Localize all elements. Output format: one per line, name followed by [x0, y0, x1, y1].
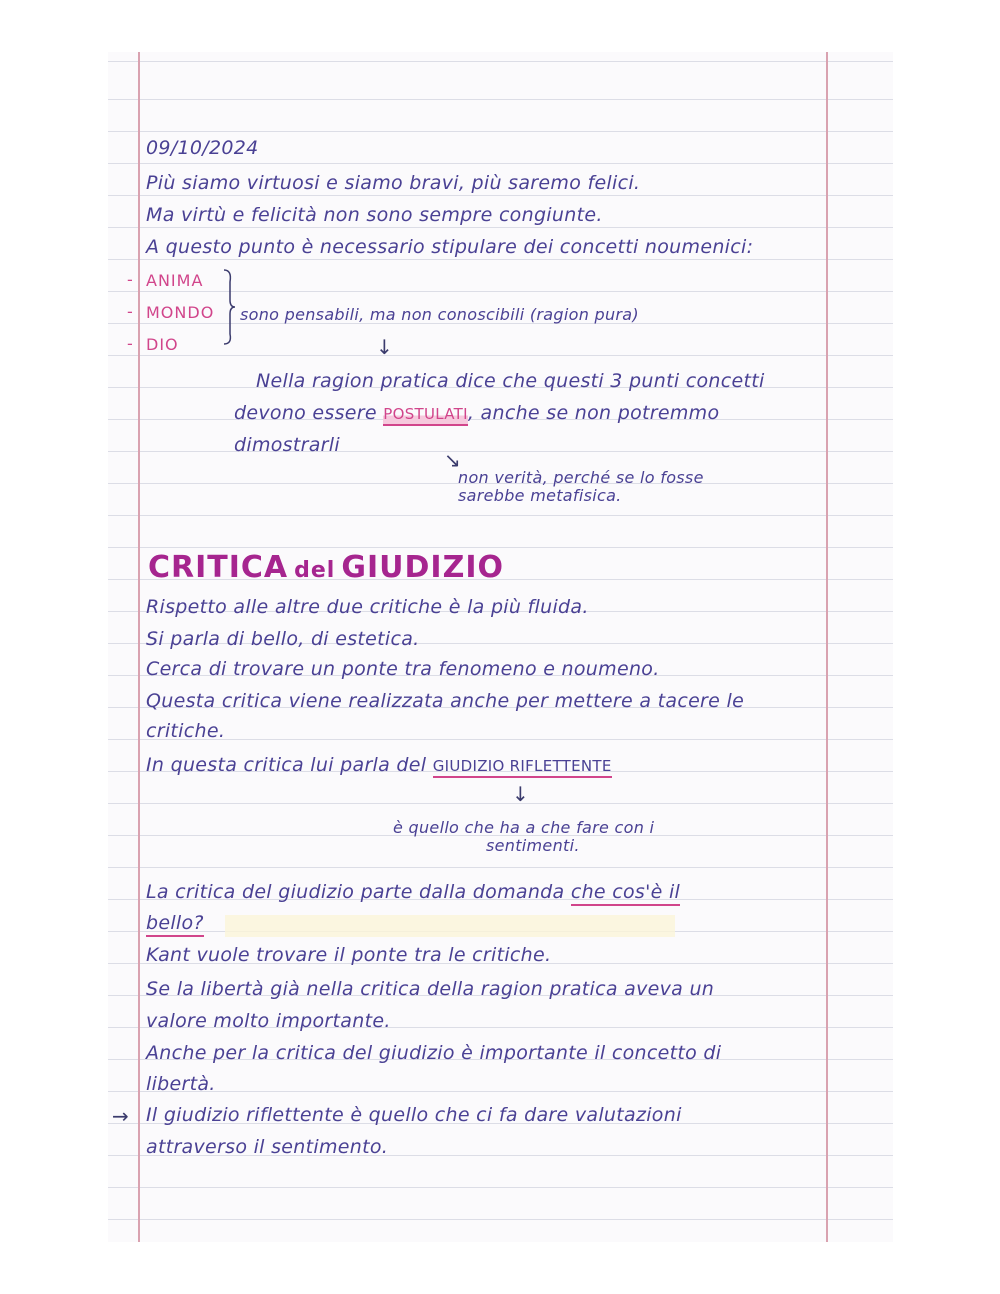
- diagonal-arrow-icon: ↘: [444, 448, 461, 472]
- bullet-dash: -: [127, 302, 133, 321]
- text-line: devono essere POSTULATI, anche se non potremmo: [234, 402, 720, 424]
- text-line: Se la libertà già nella critica della ragion pratica aveva un: [146, 978, 715, 1000]
- text-line: Questa critica viene realizzata anche per mettere a tacere le: [146, 690, 745, 712]
- text-line: Ma virtù e felicità non sono sempre congiunte.: [146, 204, 603, 226]
- text-line: Più siamo virtuosi e siamo bravi, più saremo felici.: [146, 172, 641, 194]
- text-line: In questa critica lui parla del GIUDIZIO RIFLETTENTE: [146, 754, 612, 776]
- keyword-giudizio-riflettente: GIUDIZIO RIFLETTENTE: [433, 757, 612, 778]
- section-title: CRITICA del GIUDIZIO: [148, 550, 504, 585]
- keyword-postulati: POSTULATI: [383, 405, 468, 426]
- text-line: valore molto importante.: [146, 1010, 391, 1032]
- note-line: sarebbe metafisica.: [458, 486, 622, 505]
- text-line: dimostrarli: [234, 434, 340, 456]
- list-item-dio: DIO: [146, 335, 179, 354]
- text-line: La critica del giudizio parte dalla domanda che cos'è il: [146, 881, 680, 903]
- text-line: critiche.: [146, 720, 226, 742]
- text-line: Anche per la critica del giudizio è importante il concetto di: [146, 1042, 722, 1064]
- note-line: non verità, perché se lo fosse: [458, 468, 704, 487]
- date: 09/10/2024: [146, 137, 259, 159]
- text-line: Kant vuole trovare il ponte tra le critiche.: [146, 944, 552, 966]
- text-line: Il giudizio riflettente è quello che ci fa dare valutazioni: [146, 1104, 682, 1126]
- list-item-anima: ANIMA: [146, 271, 204, 290]
- list-item-mondo: MONDO: [146, 303, 215, 322]
- bullet-dash: -: [127, 270, 133, 289]
- note-line: sentimenti.: [486, 836, 580, 855]
- text-line: Rispetto alle altre due critiche è la più fluida.: [146, 596, 589, 618]
- text-line: Si parla di bello, di estetica.: [146, 628, 420, 650]
- right-arrow-icon: →: [112, 1104, 129, 1128]
- right-margin-line: [826, 52, 828, 1242]
- bullet-dash: -: [127, 334, 133, 353]
- down-arrow-icon: ↓: [376, 335, 393, 359]
- brace-note: sono pensabili, ma non conoscibili (ragion pura): [240, 305, 639, 324]
- curly-brace: [222, 268, 236, 346]
- text-line: A questo punto è necessario stipulare dei concetti noumenici:: [146, 236, 754, 258]
- left-margin-line: [138, 52, 140, 1242]
- question-keyword: che cos'è il: [571, 881, 680, 906]
- question-keyword: bello?: [146, 912, 204, 937]
- text-line: Nella ragion pratica dice che questi 3 punti concetti: [256, 370, 765, 392]
- text-line: libertà.: [146, 1073, 216, 1095]
- down-arrow-icon: ↓: [512, 782, 529, 806]
- note-line: è quello che ha a che fare con i: [393, 818, 655, 837]
- text-line: attraverso il sentimento.: [146, 1136, 389, 1158]
- text-line: Cerca di trovare un ponte tra fenomeno e noumeno.: [146, 658, 660, 680]
- text-line: [146, 912, 204, 934]
- highlighter-mark: [225, 915, 675, 937]
